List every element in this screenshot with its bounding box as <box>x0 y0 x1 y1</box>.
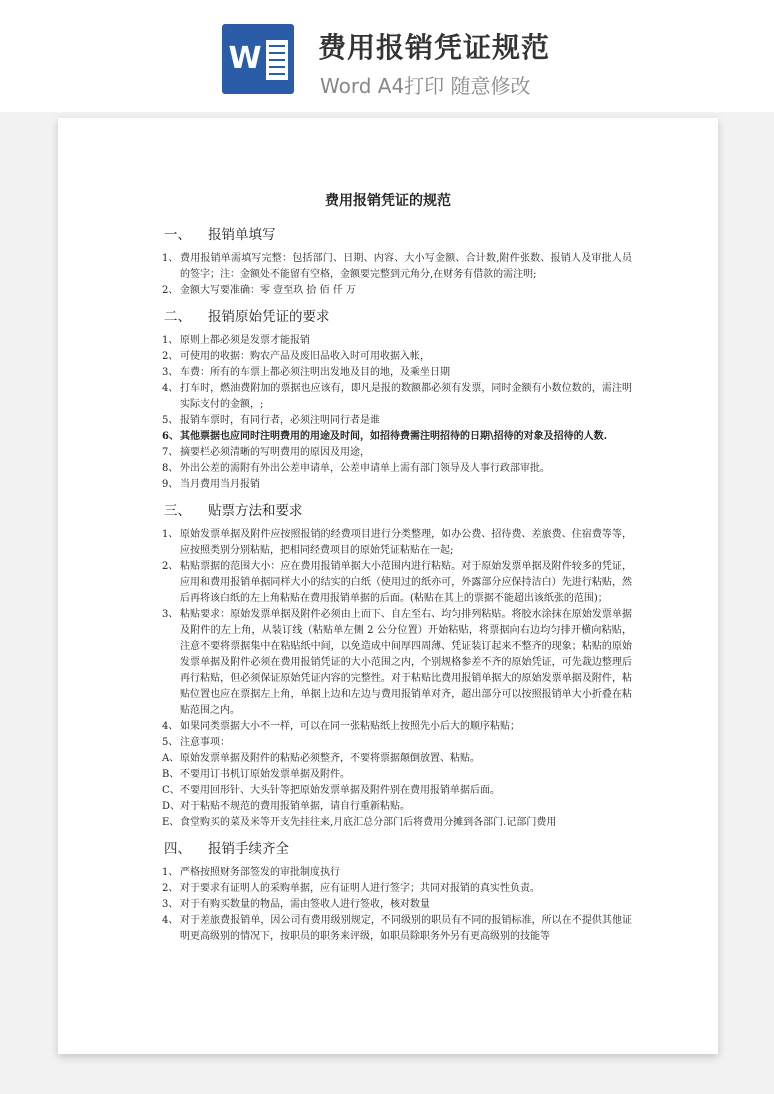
list-item-text: 外出公差的需附有外出公差申请单，公差申请单上需有部门领导及人事行政部审批。 <box>180 463 550 474</box>
list-item-number: 2、 <box>162 883 179 894</box>
list-item <box>162 283 632 299</box>
document-body <box>162 220 632 951</box>
list-item-text: 摘要栏必须清晰的写明费用的原因及用途， <box>180 447 370 458</box>
list-item-number: 8、 <box>162 463 179 474</box>
list-item <box>162 445 632 461</box>
document-title: 费用报销凭证的规范 <box>325 193 451 209</box>
banner-title: 费用报销凭证规范 <box>318 31 551 64</box>
list-item-number: 2、 <box>162 285 179 296</box>
list-item-number: C、 <box>162 785 180 796</box>
list-item <box>162 865 632 881</box>
list-item-number: 7、 <box>162 447 179 458</box>
list-item-number: 5、 <box>162 737 179 748</box>
list-item-text: 不要用订书机订原始发票单据及附件。 <box>180 769 350 780</box>
list-item-text: 原始发票单据及附件的粘贴必须整齐，不要将票据颠倒放置、粘贴。 <box>180 753 480 764</box>
list-item-text: 原始发票单据及附件应按照报销的经费项目进行分类整理，如办公费、招待费、差旅费、住宿费等等，应按照类别分别粘贴，把相同经费项目的原始凭证粘贴在一起; <box>180 529 632 556</box>
list-item <box>162 461 632 477</box>
list-item-number: A、 <box>162 753 180 764</box>
list-item <box>162 381 632 413</box>
list-item-text: 粘贴要求：原始发票单据及附件必须由上而下、自左至右、均匀排列粘贴。将胶水涂抹在原始发票单据及附件的左上角，从装订线（粘贴单左侧 2 公分位置）开始粘贴，将票据向右边均匀排开横向粘贴，注意不要将票据集中在粘贴纸中间，以免造成中间厚四周薄、凭证装订起来不整齐的现象；粘贴的原始发票单据及附件必须在费用报销凭证的大小范围之内，个别规格参差不齐的原始凭证，可先裁边整理后再行粘贴，但必须保证原始凭证内容的完整性。对于粘贴比费用报销单据大的原始发票单据及附件，粘贴位置也应在票据左上角，单据上边和左边与费用报销单对齐，超出部分可以按照报销单大小折叠在粘贴范围之内。 <box>180 609 632 716</box>
list-item <box>162 735 632 751</box>
list-item <box>162 429 632 445</box>
list-item <box>162 751 632 767</box>
section-heading <box>162 305 632 329</box>
list-item <box>162 413 632 429</box>
list-item-number: 4、 <box>162 915 179 926</box>
section-list <box>162 527 632 831</box>
list-item-number: E、 <box>162 817 180 828</box>
list-item-number: 1、 <box>162 253 179 264</box>
list-item-number: 4、 <box>162 383 179 394</box>
list-item-text: 对于有购买数量的物品，需由签收人进行签收，核对数量 <box>180 899 430 910</box>
section-list <box>162 865 632 945</box>
list-item <box>162 333 632 349</box>
list-item-text: 注意事项： <box>180 737 230 748</box>
logo-letter: W <box>228 41 262 76</box>
list-item-number: 2、 <box>162 351 179 362</box>
list-item-text: 可使用的收据：购农产品及废旧品收入时可用收据入帐， <box>180 351 430 362</box>
list-item-text: 对于粘贴不规范的费用报销单据，请自行重新粘贴。 <box>180 801 410 812</box>
list-item <box>162 815 632 831</box>
list-item-text: 对于差旅费报销单，因公司有费用级别规定，不同级别的职员有不同的报销标准，所以在不提供其他证明更高级别的情况下，按职员的职务来评级，如职员除职务外另有更高级别的技能等 <box>180 915 632 942</box>
list-item-number: 3、 <box>162 367 179 378</box>
section-title: 报销原始凭证的要求 <box>208 309 330 325</box>
section-title: 报销单填写 <box>208 227 276 243</box>
list-item-number: 5、 <box>162 415 179 426</box>
section-heading <box>162 837 632 861</box>
list-item-number: 1、 <box>162 335 179 346</box>
list-item-number: 3、 <box>162 609 179 620</box>
list-item <box>162 799 632 815</box>
logo-lines <box>266 40 288 80</box>
list-item-text: 严格按照财务部签发的审批制度执行 <box>180 867 340 878</box>
banner-subtitle: Word A4打印 随意修改 <box>320 74 531 98</box>
list-item-text: 如果同类票据大小不一样，可以在同一张粘贴纸上按照先小后大的顺序粘贴； <box>180 721 520 732</box>
list-item-text: 其他票据也应同时注明费用的用途及时间，如招待费需注明招待的日期\招待的对象及招待的人数. <box>180 431 608 442</box>
section-heading <box>162 499 632 523</box>
list-item-number: 9、 <box>162 479 179 490</box>
list-item-text: 报销车票时，有同行者，必须注明同行者是谁 <box>180 415 380 426</box>
list-item <box>162 477 632 493</box>
list-item <box>162 719 632 735</box>
section-number: 二、 <box>164 309 191 325</box>
list-item-text: 当月费用当月报销 <box>180 479 260 490</box>
list-item <box>162 897 632 913</box>
list-item <box>162 607 632 719</box>
list-item <box>162 527 632 559</box>
list-item <box>162 783 632 799</box>
word-document-icon <box>222 24 294 94</box>
list-item <box>162 365 632 381</box>
list-item <box>162 881 632 897</box>
header-banner <box>0 0 774 112</box>
list-item-text: 费用报销单需填写完整：包括部门、日期、内容、大小写金额、合计数,附件张数、报销人及审批人员的签字；注：金额处不能留有空格，金额要完整到元角分,在财务有借款的需注明; <box>180 253 632 280</box>
section-number: 三、 <box>164 503 191 519</box>
list-item-text: 打车时，燃油费附加的票据也应该有，即凡是报的数额都必须有发票，同时金额有小数位数的，需注明实际支付的金额，; <box>180 383 632 410</box>
list-item <box>162 913 632 945</box>
list-item-text: 原则上都必须是发票才能报销 <box>180 335 310 346</box>
section-number: 四、 <box>164 841 191 857</box>
list-item-number: 4、 <box>162 721 179 732</box>
list-item-number: B、 <box>162 769 180 780</box>
section-heading <box>162 223 632 247</box>
list-item-text: 食堂购买的菜及米等开支先挂往来,月底汇总分部门后将费用分摊到各部门.记部门费用 <box>180 817 557 828</box>
list-item-number: 6、 <box>162 431 179 442</box>
document-page <box>58 118 718 1054</box>
list-item <box>162 767 632 783</box>
list-item-number: D、 <box>162 801 181 812</box>
list-item-text: 粘贴票据的范围大小：应在费用报销单据大小范围内进行粘贴。对于原始发票单据及附件较多的凭证，应用和费用报销单据同样大小的结实的白纸（使用过的纸亦可，外露部分应保持洁白）先进行粘贴，然后再将该白纸的左上角粘贴在费用报销单据的后面。(粘贴在其上的票据不能超出该纸张的范围)； <box>180 561 632 604</box>
list-item-text: 对于要求有证明人的采购单据，应有证明人进行签字；共同对报销的真实性负责。 <box>180 883 540 894</box>
list-item-text: 车费：所有的车票上都必须注明出发地及目的地，及乘坐日期 <box>180 367 450 378</box>
list-item-number: 1、 <box>162 529 179 540</box>
list-item <box>162 349 632 365</box>
section-list <box>162 333 632 493</box>
section-title: 报销手续齐全 <box>208 841 289 857</box>
section-number: 一、 <box>164 227 191 243</box>
list-item-number: 2、 <box>162 561 179 572</box>
section-title: 贴票方法和要求 <box>208 503 303 519</box>
list-item-text: 金额大写要准确：零 壹至玖 拾 佰 仟 万 <box>180 285 356 296</box>
list-item-number: 3、 <box>162 899 179 910</box>
list-item <box>162 251 632 283</box>
list-item-number: 1、 <box>162 867 179 878</box>
list-item <box>162 559 632 607</box>
section-list <box>162 251 632 299</box>
list-item-text: 不要用回形针、大头针等把原始发票单据及附件别在费用报销单据后面。 <box>180 785 500 796</box>
